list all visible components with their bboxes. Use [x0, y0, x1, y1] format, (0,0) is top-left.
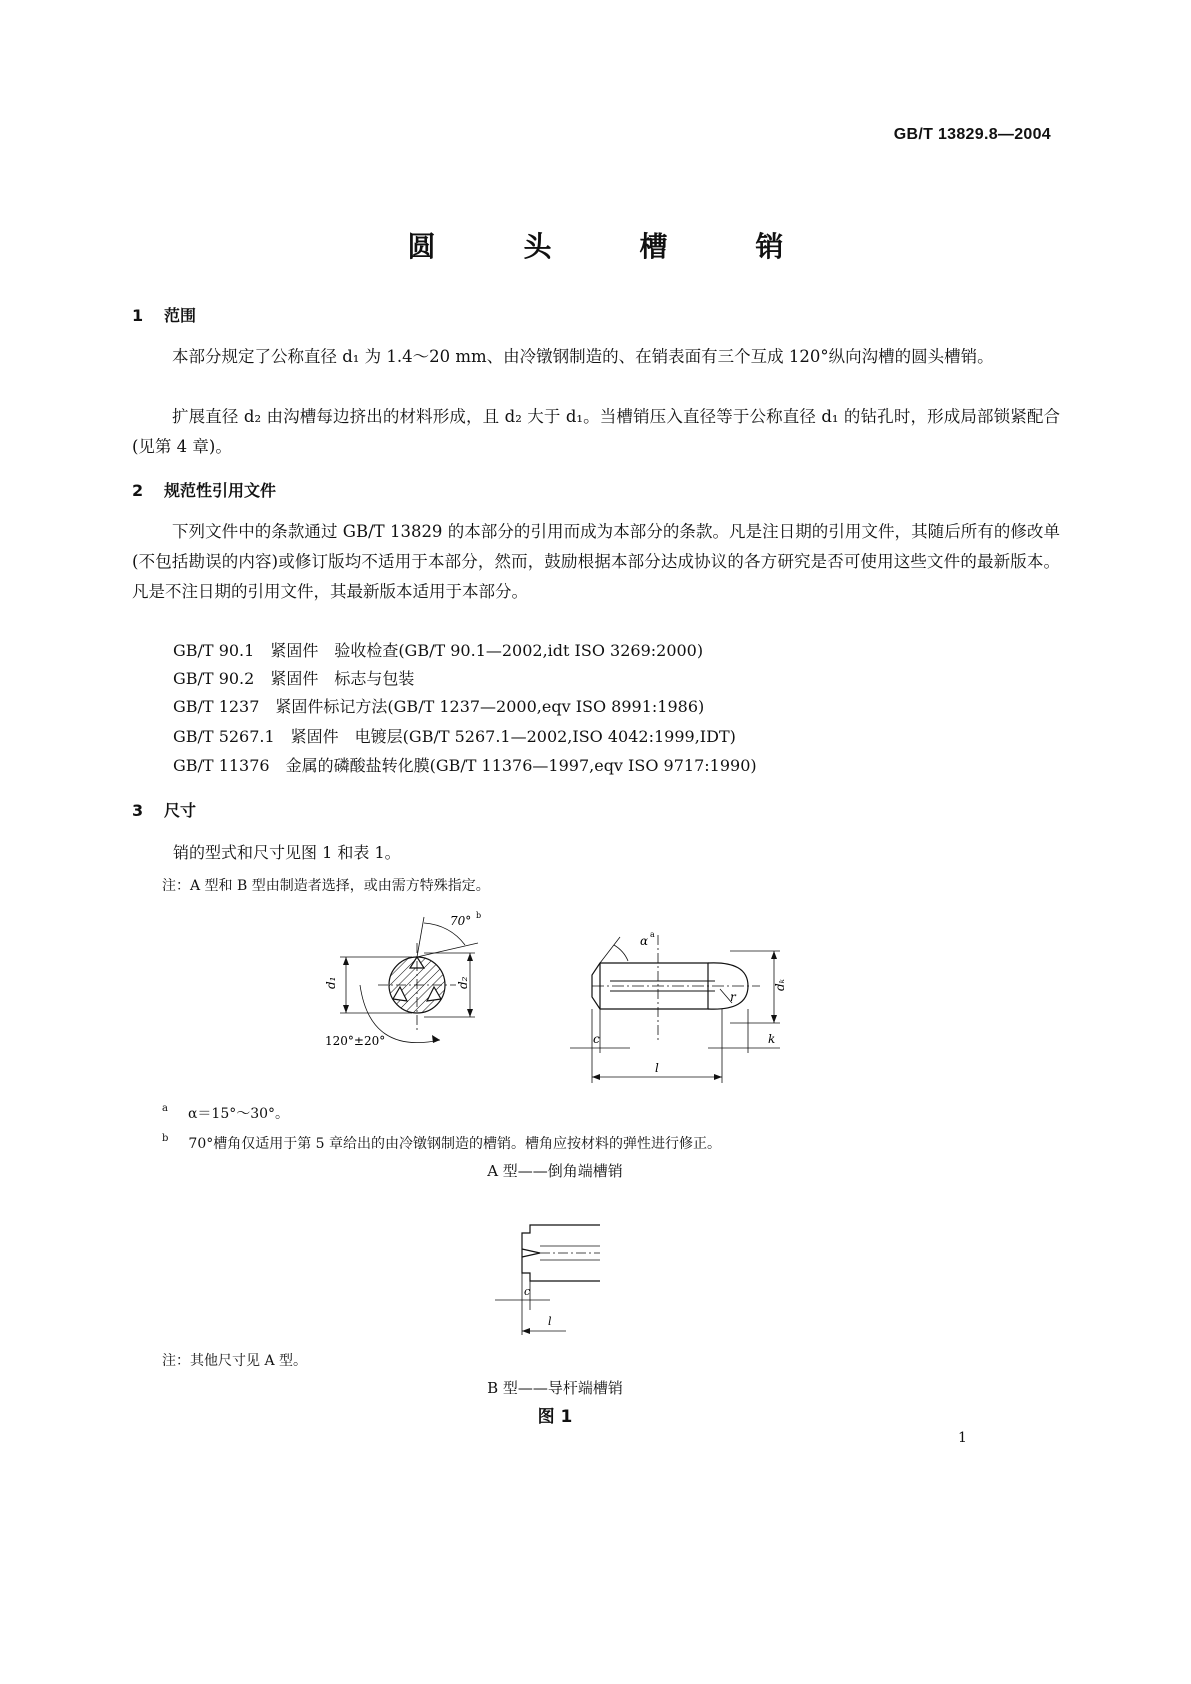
- standard-number: GB/T 13829.8—2004: [893, 126, 1051, 143]
- figure-type-b-drawing: [490, 1215, 620, 1340]
- figure-number: 图 1: [537, 1407, 573, 1427]
- section-title: 规范性引用文件: [164, 481, 277, 500]
- section-1-paragraph-1: 本部分规定了公称直径 d₁ 为 1.4～20 mm、由冷镦钢制造的、在销表面有三个互成 120°纵向沟槽的圆头槽销。: [172, 347, 994, 366]
- l-label: l: [548, 1315, 552, 1328]
- normative-reference: GB/T 1237 紧固件标记方法(GB/T 1237—2000,eqv ISO 8991:1986): [173, 697, 705, 716]
- normative-reference: GB/T 90.2 紧固件 标志与包装: [173, 669, 415, 688]
- section-title: 范围: [164, 306, 197, 325]
- footnote-text: α＝15°～30°。: [187, 1106, 290, 1122]
- angle-70-label: 70°: [450, 914, 472, 928]
- section-number: 1: [132, 306, 144, 325]
- alpha-label: α: [640, 934, 649, 948]
- r-label: r: [730, 990, 736, 1004]
- section-title: 尺寸: [164, 801, 197, 820]
- figure-type-a-drawing: [300, 905, 820, 1090]
- section-2-paragraph-1: 下列文件中的条款通过 GB/T 13829 的本部分的引用而成为本部分的条款。凡是注日期的引用文件，其随后所有的修改单(不包括勘误的内容)或修订版均不适用于本部分，然而，鼓励根据本部分达成协议的各方研究是否可使用这些文件的最新版本。凡是不注日期的引用文件，其最新版本适用于本部分。: [132, 522, 1060, 601]
- section-3-paragraph-1: 销的型式和尺寸见图 1 和表 1。: [173, 843, 401, 862]
- caption-type-b: B 型——导杆端槽销: [487, 1379, 623, 1397]
- footnote-mark: b: [162, 1133, 169, 1144]
- d2-label: d₂: [456, 976, 470, 989]
- c-label: c: [524, 1285, 531, 1298]
- figure-note: 注：其他尺寸见 A 型。: [162, 1353, 308, 1369]
- c-label: c: [593, 1032, 600, 1046]
- section-3-heading: [132, 798, 196, 821]
- footnote-b-mark: b: [476, 911, 482, 920]
- footnote-mark: a: [162, 1103, 168, 1114]
- caption-type-a: A 型——倒角端槽销: [487, 1162, 623, 1180]
- section-number: 2: [132, 481, 144, 500]
- normative-reference: GB/T 11376 金属的磷酸盐转化膜(GB/T 11376—1997,eqv ISO 9717:1990): [173, 756, 757, 775]
- footnote-a-mark: a: [650, 930, 655, 939]
- section-1-heading: [132, 303, 196, 326]
- k-label: k: [768, 1032, 776, 1046]
- d1-label: d₁: [324, 976, 338, 989]
- l-label: l: [655, 1061, 659, 1075]
- normative-reference: GB/T 5267.1 紧固件 电镀层(GB/T 5267.1—2002,ISO 4042:1999,IDT): [173, 727, 736, 746]
- section-3-note: 注：A 型和 B 型由制造者选择，或由需方特殊指定。: [162, 878, 490, 894]
- page-title: 圆 头 槽 销: [407, 230, 814, 263]
- section-number: 3: [132, 801, 144, 820]
- footnote-b: [162, 1133, 721, 1153]
- section-1-paragraph-2: 扩展直径 d₂ 由沟槽每边挤出的材料形成，且 d₂ 大于 d₁。当槽销压入直径等于公称直径 d₁ 的钻孔时，形成局部锁紧配合(见第 4 章)。: [132, 407, 1060, 456]
- dk-label: dₖ: [773, 978, 787, 991]
- section-2-heading: [132, 478, 276, 501]
- angle-120-label: 120°±20°: [325, 1034, 386, 1048]
- footnote-text: 70°槽角仅适用于第 5 章给出的由冷镦钢制造的槽销。槽角应按材料的弹性进行修正。: [188, 1136, 722, 1152]
- normative-reference: GB/T 90.1 紧固件 验收检查(GB/T 90.1—2002,idt ISO 3269:2000): [173, 641, 704, 660]
- page-number: 1: [958, 1430, 967, 1446]
- footnote-a: [162, 1103, 289, 1123]
